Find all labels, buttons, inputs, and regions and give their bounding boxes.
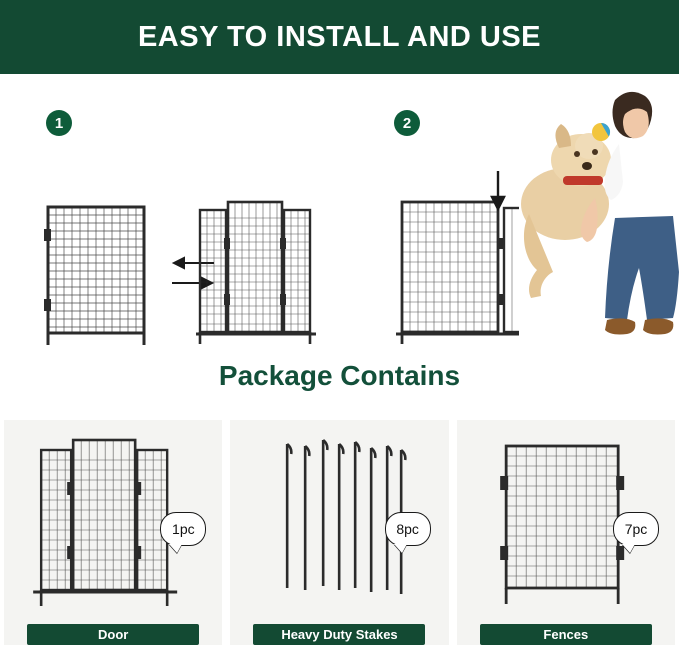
stakes-quantity-badge: 8pc (385, 512, 431, 546)
fence-panel-left-illustration (42, 199, 152, 347)
push-down-arrow-icon (487, 169, 509, 218)
package-item-stakes (230, 420, 448, 645)
fence-assembly-right-illustration (196, 194, 316, 349)
door-quantity-badge: 1pc (160, 512, 206, 546)
fences-label: Fences (480, 624, 652, 645)
door-label: Door (27, 624, 199, 645)
person-with-dog-photo (519, 74, 679, 342)
fences-quantity-badge: 7pc (613, 512, 659, 546)
package-items (0, 420, 679, 670)
package-item-fences (457, 420, 675, 645)
step-1-badge: 1 (46, 110, 72, 136)
stakes-label: Heavy Duty Stakes (253, 624, 425, 645)
step-2-badge: 2 (394, 110, 420, 136)
package-contains-title: Package Contains (218, 360, 461, 391)
header-banner (0, 0, 679, 74)
installation-steps (0, 74, 679, 359)
package-item-door (4, 420, 222, 645)
page-title: EASY TO INSTALL AND USE (137, 20, 542, 53)
